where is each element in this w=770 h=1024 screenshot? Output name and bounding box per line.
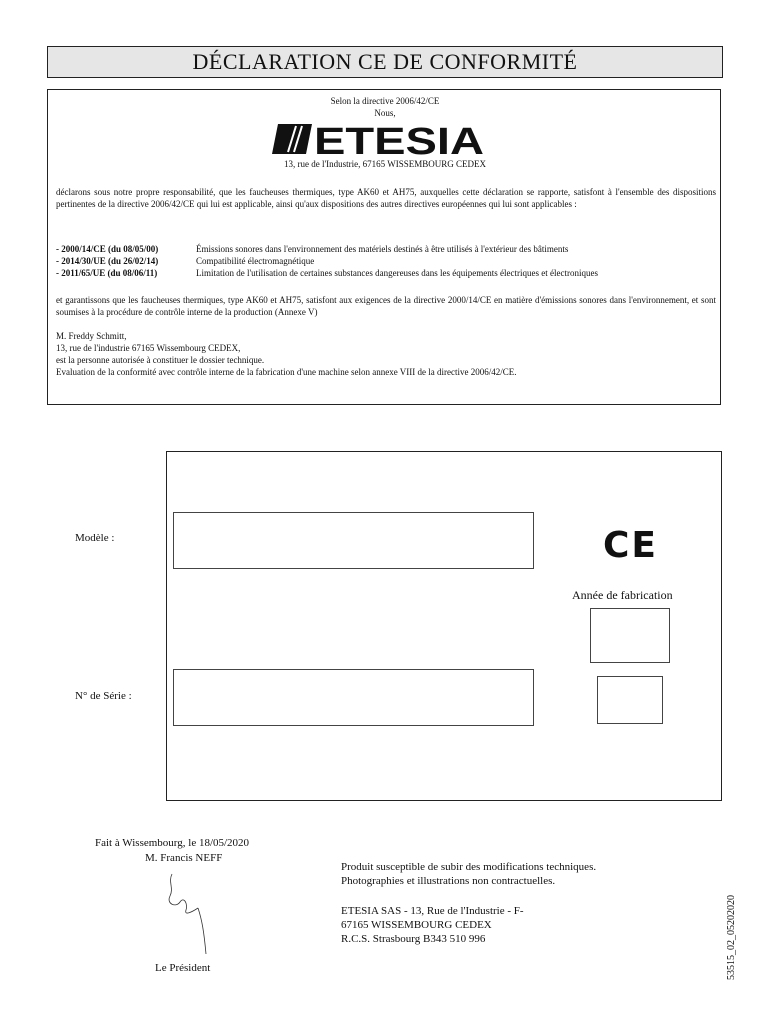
directive-row — [56, 243, 716, 255]
evaluation-line: Evaluation de la conformité avec contrôle interne de la fabrication d'une machine selon annexe VIII de la directive 2006/42/CE. — [56, 367, 517, 377]
document-reference: 53515_02_05202020 — [726, 895, 737, 980]
contact-name: M. Freddy Schmitt, — [56, 331, 127, 341]
ce-mark-icon: CE — [603, 525, 659, 566]
notice-line: Photographies et illustrations non contractuelles. — [341, 875, 556, 887]
place-date: Fait à Wissembourg, le 18/05/2020 — [95, 837, 250, 849]
document-title: DÉCLARATION CE DE CONFORMITÉ — [47, 46, 723, 78]
contact-role: est la personne autorisée à constituer le dossier technique. — [56, 355, 265, 365]
directive-text: Limitation de l'utilisation de certaines substances dangereuses dans les équipements électriques et électroniques — [196, 268, 598, 278]
president-label: Le Président — [155, 962, 211, 974]
directive-text: Émissions sonores dans l'environnement des matériels destinés à être utilisés à l'extérieur des bâtiments — [196, 244, 569, 254]
nous-line: Nous, — [374, 108, 396, 118]
directive-text: Compatibilité électromagnétique — [196, 256, 315, 266]
etesia-logo — [270, 122, 490, 156]
notice-line: Produit susceptible de subir des modifications techniques. — [341, 861, 597, 873]
company-line: R.C.S. Strasbourg B343 510 996 — [341, 933, 486, 945]
directive-line: Selon la directive 2006/42/CE — [330, 96, 440, 106]
contact-address: 13, rue de l'industrie 67165 Wissembourg CEDEX, — [56, 343, 241, 353]
signature-icon — [158, 870, 218, 958]
intro-paragraph: déclarons sous notre propre responsabilité, que les faucheuses thermiques, type AK60 et AH75, auxquelles cette déclaration se rapporte, satisfont à l'ensemble des dispositions pertinentes de la directive 2006/42/CE qui lui est applicable, ainsi qu'aux dispositions des autres directives européennes qui lui sont applicables : — [56, 187, 716, 209]
directive-code: - 2000/14/CE (du 08/05/00) — [56, 244, 159, 254]
directive-code: - 2011/65/UE (du 08/06/11) — [56, 268, 158, 278]
signatory-name: M. Francis NEFF — [145, 852, 223, 864]
directive-row — [56, 267, 716, 279]
company-address: 13, rue de l'Industrie, 67165 WISSEMBOURG CEDEX — [284, 159, 486, 169]
year-field — [590, 608, 670, 663]
model-label: Modèle : — [75, 532, 115, 544]
logo-text: ETESIA — [314, 122, 484, 156]
company-line: 67165 WISSEMBOURG CEDEX — [341, 919, 492, 931]
year-label: Année de fabrication — [572, 588, 673, 602]
directive-row — [56, 255, 716, 267]
company-line: ETESIA SAS - 13, Rue de l'Industrie - F- — [341, 905, 524, 917]
guarantee-paragraph: et garantissons que les faucheuses thermiques, type AK60 et AH75, satisfont aux exigences de la directive 2000/14/CE en matière d'émissions sonores dans l'environnement, et sont soumises à la procédure de contrôle interne de la production (Annexe V) — [56, 295, 716, 317]
directive-code: - 2014/30/UE (du 26/02/14) — [56, 256, 159, 266]
model-field — [173, 512, 534, 569]
extra-field — [597, 676, 663, 724]
serial-label: N° de Série : — [75, 690, 132, 702]
serial-field — [173, 669, 534, 726]
